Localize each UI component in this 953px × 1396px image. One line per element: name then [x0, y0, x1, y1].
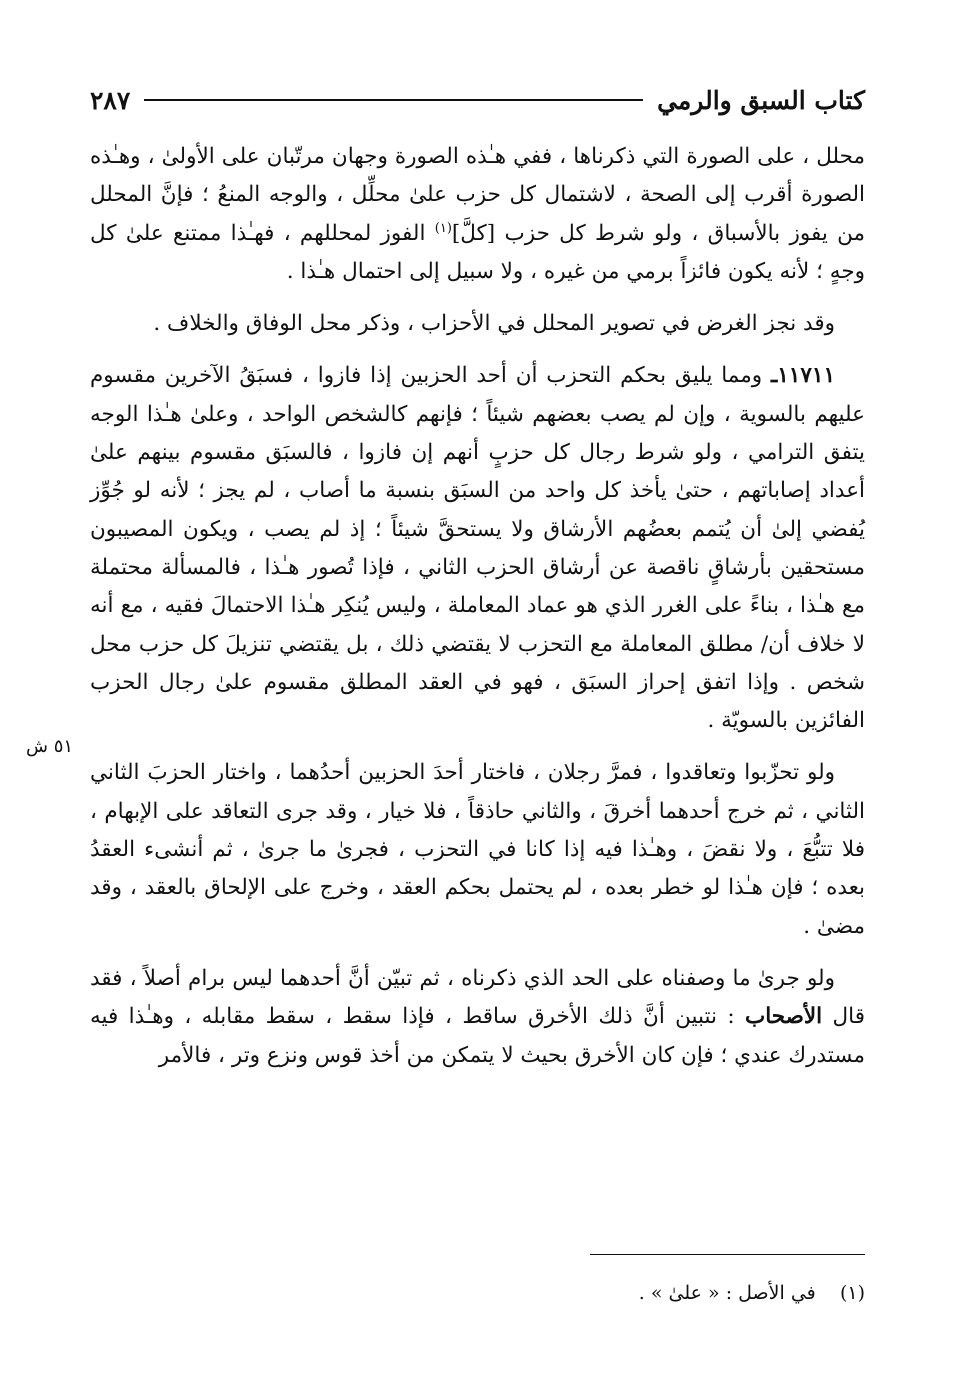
paragraph-text: محلل ، على الصورة التي ذكرناها ، ففي هـٰذه الصورة وجهان مرتّبان على الأولىٰ ، وهـٰذه الصورة أقرب إلى الصحة ، لاشتمال كل حزب علىٰ محلِّل ، والوجه المنعُ ؛ فإنَّ المحلل من يفوز بالأسباق ، ولو شرط كل حزب [كلَّ] — [90, 144, 865, 246]
running-header — [90, 82, 865, 118]
footnote-text: في الأصل : « علىٰ » . — [638, 1282, 816, 1304]
bold-text: ١١٧١١ـ — [770, 363, 835, 389]
paragraph — [90, 305, 865, 343]
footnote-marker: (١) — [839, 1282, 865, 1304]
paragraph — [90, 138, 865, 291]
page-number: ٢٨٧ — [90, 85, 131, 115]
paragraph-text: الفوز لمحللهم ، فهـٰذا ممتنع علىٰ كل وجهٍ ؛ لأنه يكون فائزاً برمي من غيره ، ولا سبيل إلى احتمال هـٰذا . — [90, 220, 865, 284]
paragraph — [90, 357, 865, 740]
paragraph — [90, 754, 865, 945]
footnote-rule — [590, 1254, 865, 1255]
margin-note: ٥١ ش — [26, 736, 74, 757]
paragraph-text: ولو تحزّبوا وتعاقدوا ، فمرَّ رجلان ، فاختار أحدَ الحزبين أحدُهما ، واختار الحزبَ الثاني الثاني ، ثم خرج أحدهما أخرقَ ، والثاني حاذقاً ، فلا خيار ، وقد جرى التعاقد على الإبهام ، فلا تتبُّعَ ، ولا نقضَ ، وهـٰذا فيه إذا كانا في التحزب ، فجرىٰ ما جرىٰ ، ثم أنشىء العقدُ بعده ؛ فإن هـٰذا لو خطر بعده ، لم يحتمل بحكم العقد ، وخرج على الإلحاق بالعقد ، وقد مضىٰ . — [90, 760, 865, 939]
header-title: كتاب السبق والرمي — [657, 85, 865, 115]
footnote — [90, 1278, 865, 1308]
paragraph-text: ومما يليق بحكم التحزب أن أحد الحزبين إذا فازوا ، فسبَقُ الآخرين مقسوم عليهم بالسوية ، وإن لم يصب بعضهم شيئاً ؛ فإنهم كالشخص الواحد ، وعلىٰ هـٰذا الوجه يتفق الترامي ، ولو شرط رجال كل حزبٍ أنهم إن فازوا ، فالسبَق مقسوم بينهم علىٰ أعداد إصاباتهم ، حتىٰ يأخذ كل واحد من السبَق بنسبة ما أصاب ، لم يجز ؛ لأنه لو جُوِّز يُفضي إلىٰ أن يُتمم بعضُهم الأرشاق ولا يستحقَّ شيئاً ؛ إذ لم يصب ، ويكون المصيبون مستحقين بأرشاقٍ ناقصة عن أرشاق الحزب الثاني ، فإذا تُصور هـٰذا ، فالمسألة محتملة مع هـٰذا ، بناءً على الغرر الذي هو عماد المعاملة ، وليس يُنكِر هـٰذا الاحتمالَ فقيه ، مع أنه لا خلاف أن/ مطلق المعاملة مع التحزب لا يقتضي ذلك ، بل يقتضي تنزيلَ كل حزب محل شخص . وإذا اتفق إحراز السبَق ، فهو في العقد المطلق مقسوم علىٰ رجال الحزب الفائزين بالسويّة . — [90, 363, 865, 734]
paragraph-text: ولو جرىٰ ما وصفناه على الحد الذي ذكرناه ، ثم تبيّن أنَّ أحدهما ليس برام أصلاً ، فقد قال — [90, 965, 865, 1030]
footnote-reference: (١) — [434, 220, 452, 236]
paragraph-text: : نتبين أنَّ ذلك الأخرق ساقط ، فإذا سقط ، سقط مقابله ، وهـٰذا فيه مستدرك عندي ؛ فإن كان الأخرق بحيث لا يتمكن من أخذ قوس ونزع وتر ، فالأمر — [90, 1004, 865, 1068]
footnote-spacer — [822, 1282, 834, 1304]
paragraph — [90, 960, 865, 1075]
paragraph-text: وقد نجز الغرض في تصوير المحلل في الأحزاب ، وذكر محل الوفاق والخلاف . — [153, 311, 835, 337]
header-rule — [144, 99, 643, 101]
body-text — [90, 138, 865, 1075]
bold-text: الأصحاب — [744, 1004, 823, 1030]
